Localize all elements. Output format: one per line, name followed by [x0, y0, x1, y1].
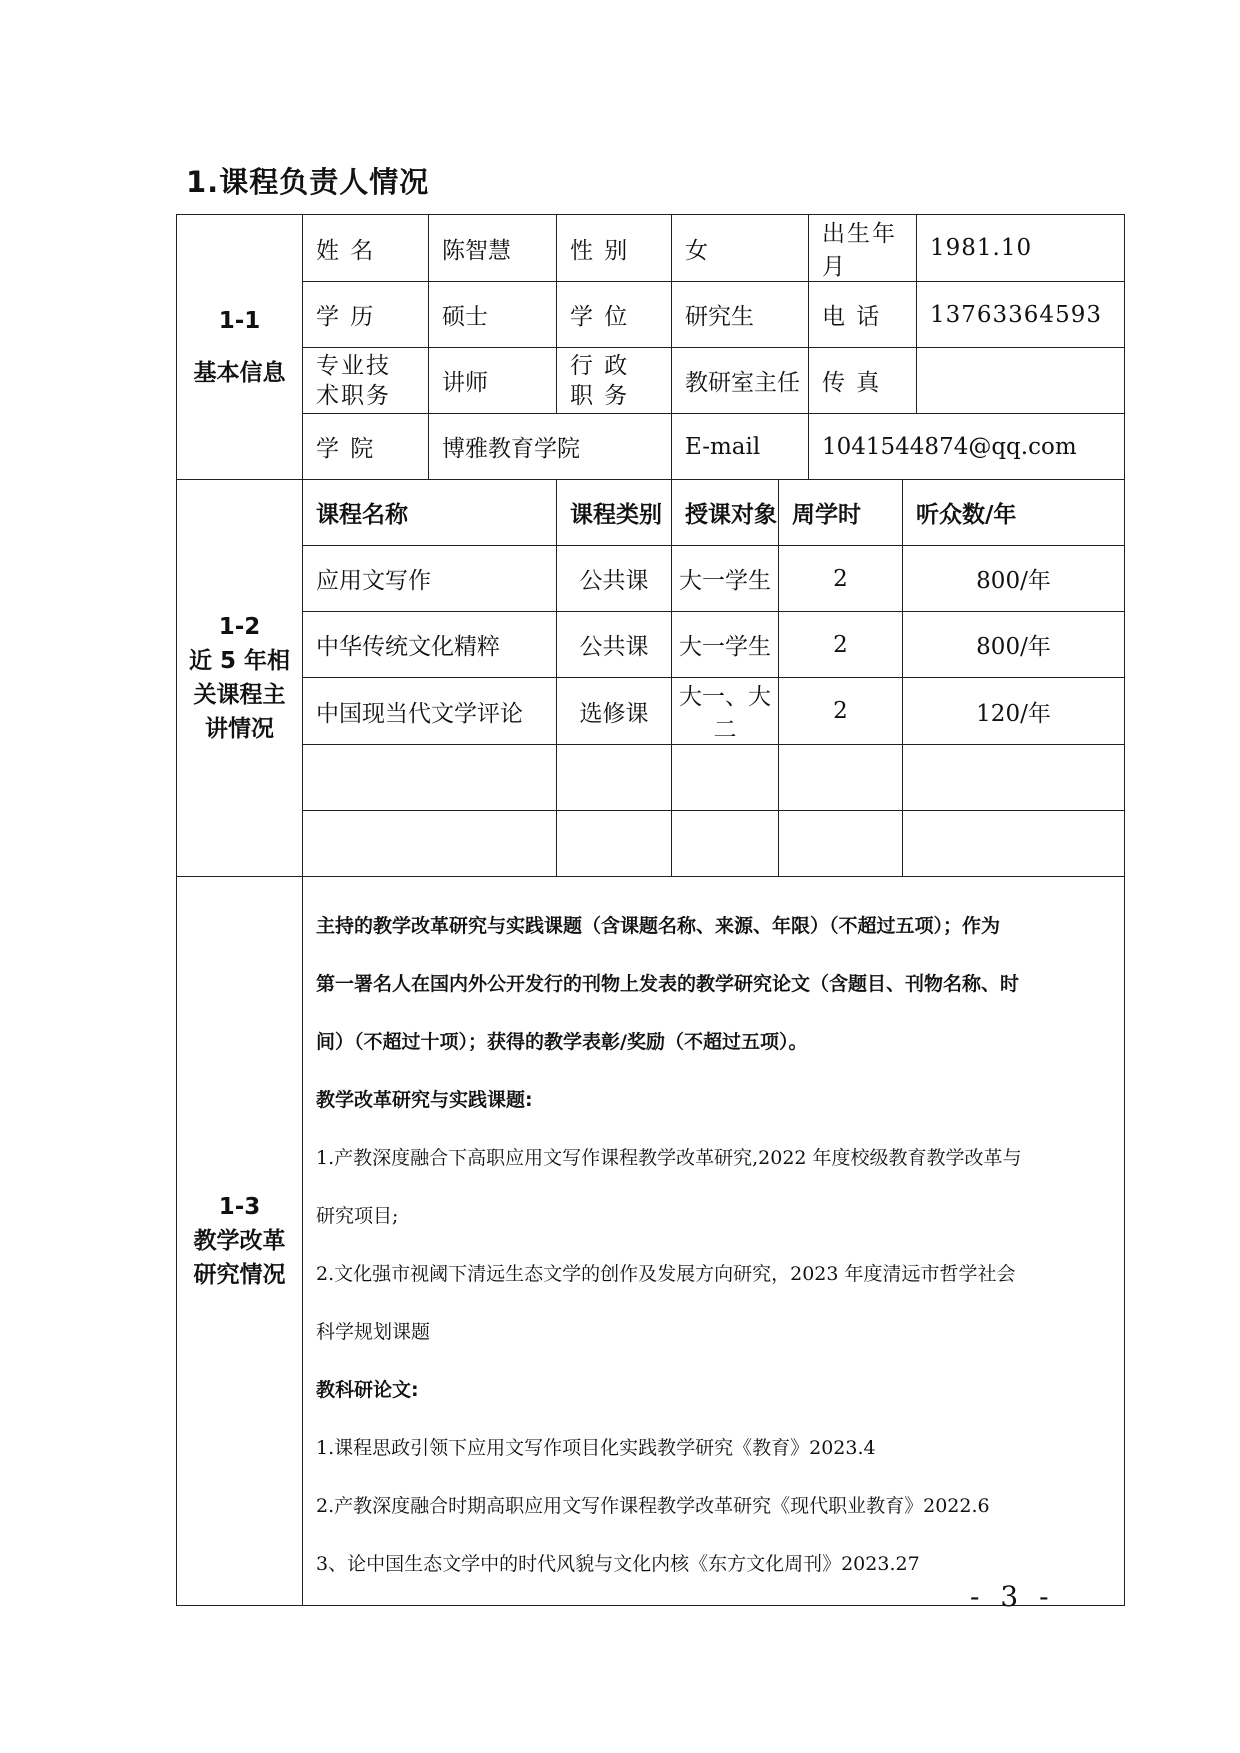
- course-audience: 大一学生: [672, 612, 779, 678]
- admin-label: [557, 348, 672, 414]
- project-1-line2: 研究项目;: [316, 1205, 399, 1227]
- course-row: [177, 678, 1125, 745]
- project-1-line1: 1.产教深度融合下高职应用文写作课程教学改革研究,2022 年度校级教育教学改革与: [316, 1147, 1022, 1169]
- section-reform-line1: 教学改革: [193, 1228, 286, 1254]
- basic-row-3: [177, 348, 1125, 414]
- birth-value: 1981.10: [917, 215, 1125, 282]
- basic-row-1: [177, 215, 1125, 282]
- course-listeners: 800/年: [903, 546, 1125, 612]
- course-row: [177, 546, 1125, 612]
- section-reform-code: 1-3: [218, 1194, 261, 1220]
- col-header-course-type: 课程类别: [557, 480, 672, 546]
- course-hours: 2: [779, 546, 903, 612]
- reform-row: [177, 877, 1125, 1606]
- course-row-empty: [177, 745, 1125, 811]
- reform-content: [303, 877, 1125, 1606]
- course-hours: [779, 811, 903, 877]
- project-2-line1: 2.文化强市视阈下清远生态文学的创作及发展方向研究，2023 年度清远市哲学社会: [316, 1263, 1016, 1285]
- section-courses-code: 1-2: [218, 614, 261, 640]
- education-label: 学 历: [303, 282, 429, 348]
- birth-label: 出生年月: [809, 215, 917, 282]
- email-value: 1041544874@qq.com: [809, 414, 1125, 480]
- admin-label-line2: 职 务: [570, 382, 630, 409]
- course-type: [557, 811, 672, 877]
- gender-label: 性 别: [557, 215, 672, 282]
- course-leader-table: [176, 214, 1125, 1606]
- course-row-empty: [177, 811, 1125, 877]
- section-reform-line2: 研究情况: [193, 1262, 286, 1288]
- course-type: [557, 745, 672, 811]
- course-hours: [779, 745, 903, 811]
- course-name: [303, 745, 557, 811]
- course-type: 选修课: [557, 678, 672, 745]
- admin-label-line1: 行 政: [570, 352, 630, 379]
- col-header-course-name: 课程名称: [303, 480, 557, 546]
- phone-label: 电 话: [809, 282, 917, 348]
- course-listeners: 800/年: [903, 612, 1125, 678]
- reform-intro-line1: 主持的教学改革研究与实践课题（含课题名称、来源、年限）（不超过五项）；作为: [316, 915, 1001, 937]
- fax-label: 传 真: [809, 348, 917, 414]
- col-header-listeners: 听众数/年: [903, 480, 1125, 546]
- course-type: 公共课: [557, 546, 672, 612]
- course-row: [177, 612, 1125, 678]
- page-number: - 3 -: [970, 1580, 1055, 1613]
- course-name: 应用文写作: [303, 546, 557, 612]
- course-audience: [672, 745, 779, 811]
- section-courses-line3: 讲情况: [205, 716, 274, 742]
- project-2-line2: 科学规划课题: [316, 1321, 431, 1343]
- course-listeners: [903, 811, 1125, 877]
- education-value: 硕士: [429, 282, 557, 348]
- courses-header-row: [177, 480, 1125, 546]
- course-audience: 大一学生: [672, 546, 779, 612]
- papers-heading: 教科研论文:: [316, 1379, 419, 1401]
- course-hours: 2: [779, 678, 903, 745]
- course-name: 中国现当代文学评论: [303, 678, 557, 745]
- course-type: 公共课: [557, 612, 672, 678]
- degree-label: 学 位: [557, 282, 672, 348]
- course-hours: 2: [779, 612, 903, 678]
- section-courses-line1: 近 5 年相: [188, 648, 291, 674]
- paper-2: 2.产教深度融合时期高职应用文写作课程教学改革研究《现代职业教育》2022.6: [316, 1495, 990, 1517]
- title-label-line2: 术职务: [316, 382, 391, 409]
- course-listeners: 120/年: [903, 678, 1125, 745]
- section-reform-label: [177, 877, 303, 1606]
- name-label: 姓 名: [303, 215, 429, 282]
- course-audience: [672, 811, 779, 877]
- title-label: [303, 348, 429, 414]
- phone-value: 13763364593: [917, 282, 1125, 348]
- course-audience: 大一、大二: [672, 678, 779, 745]
- basic-row-2: [177, 282, 1125, 348]
- section-basic-code: 1-1: [218, 308, 261, 334]
- course-name: 中华传统文化精粹: [303, 612, 557, 678]
- gender-value: 女: [672, 215, 809, 282]
- name-value: 陈智慧: [429, 215, 557, 282]
- email-label: E-mail: [672, 414, 809, 480]
- section-courses-line2: 关课程主: [193, 682, 286, 708]
- section-basic-label: [177, 215, 303, 480]
- page-title: 1.课程负责人情况: [186, 165, 430, 199]
- projects-heading: 教学改革研究与实践课题:: [316, 1089, 533, 1111]
- reform-intro-line3: 间）（不超过十项）；获得的教学表彰/奖励（不超过五项）。: [316, 1031, 808, 1053]
- course-name: [303, 811, 557, 877]
- course-listeners: [903, 745, 1125, 811]
- admin-value: 教研室主任: [672, 348, 809, 414]
- paper-3: 3、论中国生态文学中的时代风貌与文化内核《东方文化周刊》2023.27: [316, 1553, 920, 1575]
- paper-1: 1.课程思政引领下应用文写作项目化实践教学研究《教育》2023.4: [316, 1437, 876, 1459]
- section-courses-label: [177, 480, 303, 877]
- basic-row-4: [177, 414, 1125, 480]
- college-label: 学 院: [303, 414, 429, 480]
- college-value: 博雅教育学院: [429, 414, 672, 480]
- title-value: 讲师: [429, 348, 557, 414]
- degree-value: 研究生: [672, 282, 809, 348]
- reform-intro-line2: 第一署名人在国内外公开发行的刊物上发表的教学研究论文（含题目、刊物名称、时: [316, 973, 1020, 995]
- fax-value: [917, 348, 1125, 414]
- col-header-weekly-hours: 周学时: [779, 480, 903, 546]
- col-header-audience: 授课对象: [672, 480, 779, 546]
- section-basic-name: 基本信息: [193, 360, 286, 386]
- title-label-line1: 专业技: [316, 352, 391, 379]
